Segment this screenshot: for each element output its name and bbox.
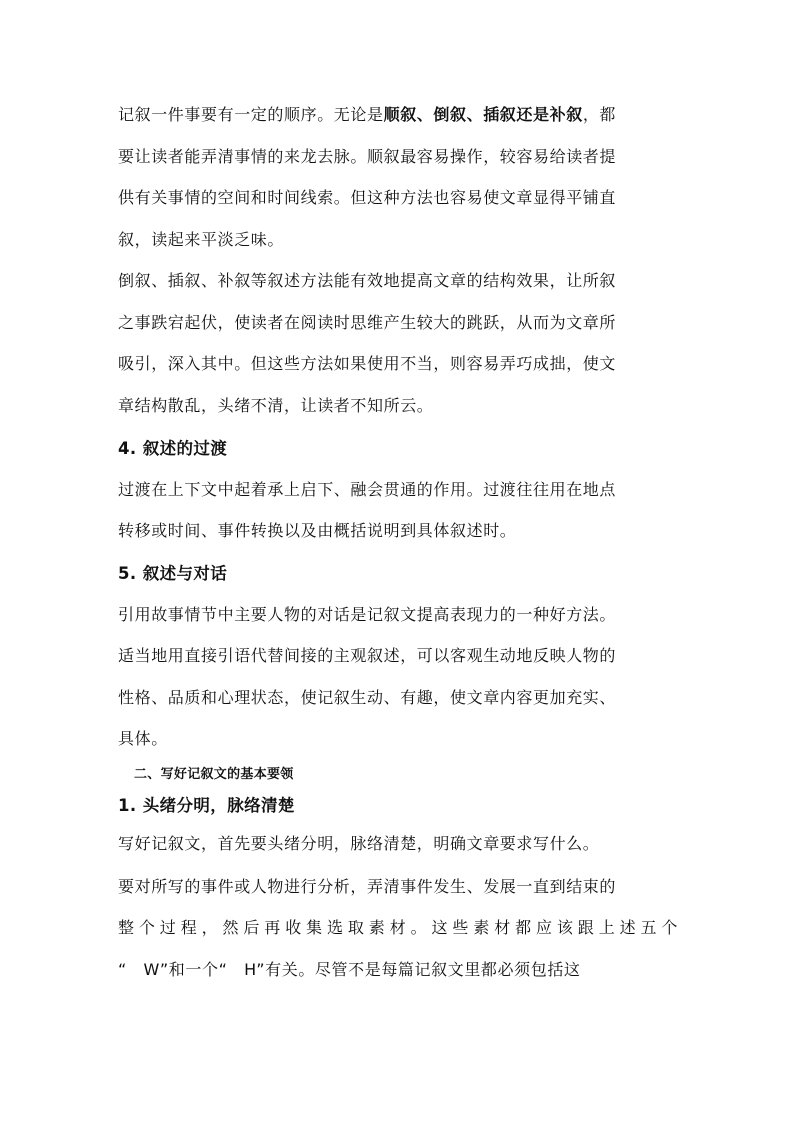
paragraph-2-line-1: 倒叙、插叙、补叙等叙述方法能有效地提高文章的结构效果，让所叙	[118, 271, 617, 290]
paragraph-2-line-3: 吸引，深入其中。但这些方法如果使用不当，则容易弄巧成拙，使文	[118, 354, 617, 373]
paragraph-6-line-2: 整个过程，然后再收集选取素材。这些素材都应该跟上述五个	[118, 918, 678, 937]
paragraph-2-line-2: 之事跌宕起伏，使读者在阅读时思维产生较大的跳跃，从而为文章所	[118, 313, 617, 332]
paragraph-4-line-3: 性格、品质和心理状态，使记叙生动、有趣，使文章内容更加充实、	[118, 688, 617, 707]
paragraph-1-line-4: 叙，读起来平淡乏味。	[118, 230, 285, 249]
paragraph-6-line-3: “ W”和一个“ H”有关。尽管不是每篇记叙文里都必须包括这	[118, 960, 581, 979]
paragraph-1-line-1	[118, 104, 678, 126]
text-span: ，都	[582, 105, 617, 124]
section-2-title: 二、写好记叙文的基本要领	[134, 767, 294, 782]
paragraph-2-line-4: 章结构散乱，头绪不清，让读者不知所云。	[118, 396, 434, 415]
paragraph-1-line-3: 供有关事情的空间和时间线索。但这种方法也容易使文章显得平铺直	[118, 188, 617, 207]
paragraph-3-line-2: 转移或时间、事件转换以及由概括说明到具体叙述时。	[118, 521, 517, 540]
paragraph-5-line-1: 写好记叙文，首先要头绪分明，脉络清楚，明确文章要求写什么。	[118, 834, 600, 853]
paragraph-4-line-4: 具体。	[118, 729, 168, 748]
text-span: 记叙一件事要有一定的顺序。无论是	[118, 105, 384, 124]
paragraph-4-line-2: 适当地用直接引语代替间接的主观叙述，可以客观生动地反映人物的	[118, 646, 617, 665]
paragraph-6-line-1: 要对所写的事件或人物进行分析，弄清事件发生、发展一直到结束的	[118, 877, 617, 896]
paragraph-4-line-1: 引用故事情节中主要人物的对话是记叙文提高表现力的一种好方法。	[118, 605, 617, 624]
bold-text-span: 顺叙、倒叙、插叙还是补叙	[383, 105, 583, 124]
heading-5-narrative-dialogue: 5. 叙述与对话	[118, 564, 228, 583]
heading-4-narrative-transition: 4. 叙述的过渡	[118, 439, 228, 458]
paragraph-1-line-2: 要让读者能弄清事情的来龙去脉。顺叙最容易操作，较容易给读者提	[118, 147, 617, 166]
heading-1-clear-structure: 1. 头绪分明，脉络清楚	[118, 796, 295, 815]
paragraph-3-line-1: 过渡在上下文中起着承上启下、融会贯通的作用。过渡往往用在地点	[118, 480, 617, 499]
